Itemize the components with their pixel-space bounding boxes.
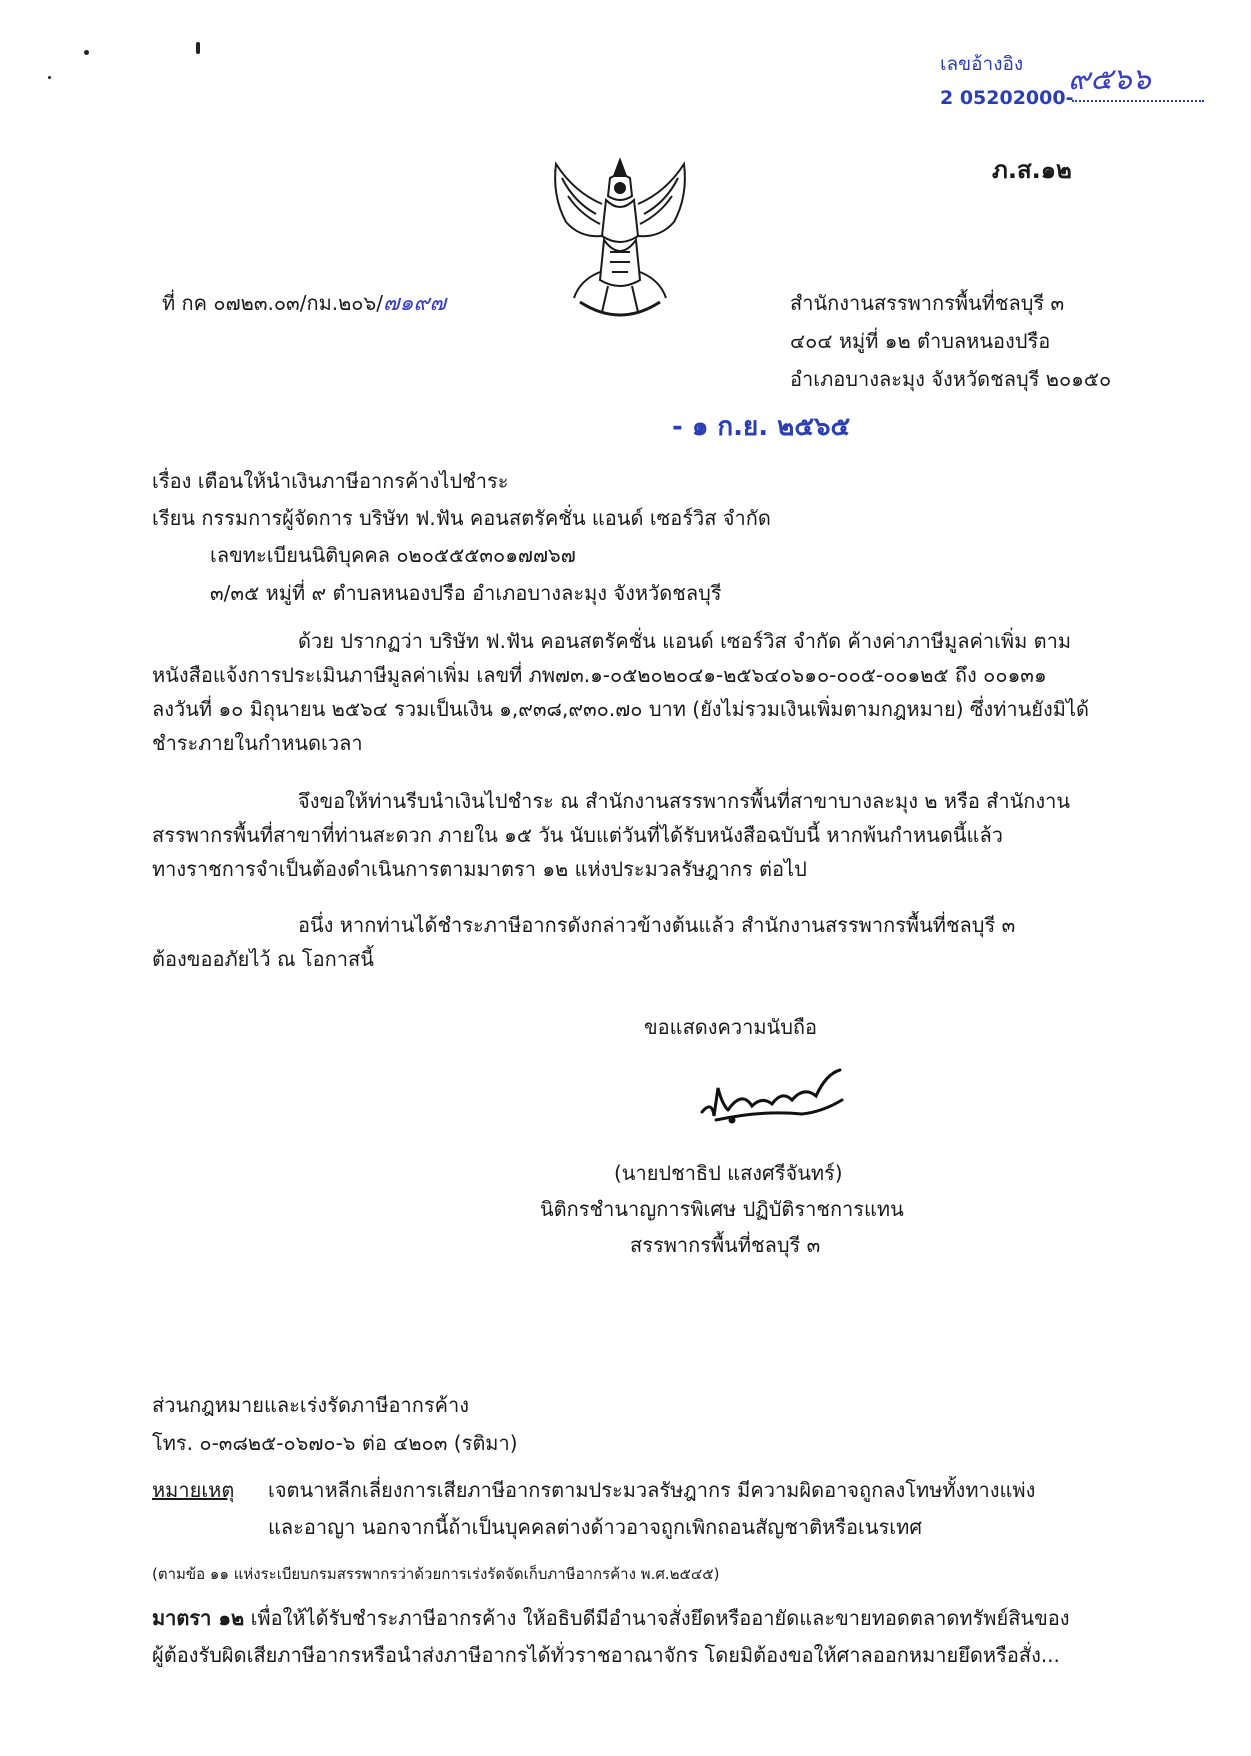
contact-department: ส่วนกฎหมายและเร่งรัดภาษีอากรค้าง: [152, 1393, 469, 1417]
reference-number: [162, 288, 446, 319]
body-paragraph-2: [152, 784, 1137, 886]
garuda-emblem-icon: [540, 152, 700, 322]
section12-text: เพื่อให้ได้รับชำระภาษีอากรค้าง ให้อธิบดีมีอำนาจสั่งยึดหรืออายัดและขายทอดตลาดทรัพย์สินของ: [250, 1606, 1070, 1630]
scan-speck: [196, 42, 200, 54]
closing: ขอแสดงความนับถือ: [644, 1015, 818, 1039]
reference-stamp-handwritten: ๙๕๖๖: [1068, 62, 1151, 97]
subject: เรื่อง เตือนให้นำเงินภาษีอากรค้างไปชำระ: [152, 469, 509, 493]
paragraph-line: ต้องขออภัยไว้ ณ โอกาสนี้: [152, 947, 374, 971]
date-stamp: - ๑ ก.ย. ๒๕๖๕: [672, 412, 851, 442]
form-code: ภ.ส.๑๒: [992, 156, 1072, 184]
reference-stamp-number: 2 05202000-: [940, 87, 1074, 109]
signature-icon: [692, 1060, 852, 1130]
scan-speck: [48, 76, 51, 79]
remark-label: หมายเหตุ: [152, 1478, 235, 1502]
regulation-note: (ตามข้อ ๑๑ แห่งระเบียบกรมสรรพากรว่าด้วยการเร่งรัดจัดเก็บภาษีอากรค้าง พ.ศ.๒๕๔๕): [152, 1565, 720, 1583]
signer-name: (นายปชาธิป แสงศรีจันทร์): [614, 1161, 843, 1185]
paragraph-line: ชำระภายในกำหนดเวลา: [152, 731, 363, 755]
recipient-registration: เลขทะเบียนนิติบุคคล ๐๒๐๕๕๕๓๐๑๗๗๖๗: [210, 543, 576, 567]
recipient: เรียน กรรมการผู้จัดการ บริษัท ฟ.ฟัน คอนสตรัคชั่น แอนด์ เซอร์วิส จำกัด: [152, 506, 771, 530]
paragraph-line: ทางราชการจำเป็นต้องดำเนินการตามมาตรา ๑๒ แห่งประมวลรัษฎากร ต่อไป: [152, 857, 807, 881]
remark-line1: เจตนาหลีกเลี่ยงการเสียภาษีอากรตามประมวลรัษฎากร มีความผิดอาจถูกลงโทษทั้งทางแพ่ง: [268, 1478, 1036, 1502]
remark-line2: และอาญา นอกจากนี้ถ้าเป็นบุคคลต่างด้าวอาจถูกเพิกถอนสัญชาติหรือเนรเทศ: [268, 1515, 923, 1539]
reference-handwritten: ๗๑๙๗: [382, 291, 447, 316]
paragraph-line: ลงวันที่ ๑๐ มิถุนายน ๒๕๖๔ รวมเป็นเงิน ๑,๙๓๘,๙๓๐.๗๐ บาท (ยังไม่รวมเงินเพิ่มตามกฎหมาย) ซึ่งท่านยังมิได้: [152, 697, 1090, 721]
paragraph-line: อนึ่ง หากท่านได้ชำระภาษีอากรดังกล่าวข้างต้นแล้ว สำนักงานสรรพากรพื้นที่ชลบุรี ๓: [298, 913, 1016, 937]
scan-speck: [84, 50, 89, 55]
paragraph-line: สรรพากรพื้นที่สาขาที่ท่านสะดวก ภายใน ๑๕ วัน นับแต่วันที่ได้รับหนังสือฉบับนี้ หากพ้นกำหนดนี้แล้ว: [152, 823, 1003, 847]
recipient-address: ๓/๓๕ หมู่ที่ ๙ ตำบลหนองปรือ อำเภอบางละมุง จังหวัดชลบุรี: [210, 581, 722, 605]
signer-title: สรรพากรพื้นที่ชลบุรี ๓: [630, 1233, 821, 1257]
paragraph-line: หนังสือแจ้งการประเมินภาษีมูลค่าเพิ่ม เลขที่ ภพ๗๓.๑-๐๕๒๐๒๐๔๑-๒๕๖๔๐๖๑๐-๐๐๕-๐๐๑๒๕ ถึง ๐๐๑๓๑: [152, 663, 1047, 687]
section12-label: มาตรา ๑๒: [152, 1606, 245, 1630]
office-name: สำนักงานสรรพากรพื้นที่ชลบุรี ๓: [790, 291, 1065, 315]
section12-line2: ผู้ต้องรับผิดเสียภาษีอากรหรือนำส่งภาษีอากรได้ทั่วราชอาณาจักร โดยมิต้องขอให้ศาลออกหมายยึดหรือสั่ง...: [152, 1643, 1060, 1667]
body-paragraph-3: [152, 908, 1137, 976]
office-address-line1: ๔๐๔ หมู่ที่ ๑๒ ตำบลหนองปรือ: [790, 329, 1051, 353]
reference-prefix: ที่ กค ๐๗๒๓.๐๓/กม.๒๐๖/: [162, 291, 383, 315]
paragraph-line: จึงขอให้ท่านรีบนำเงินไปชำระ ณ สำนักงานสรรพากรพื้นที่สาขาบางละมุง ๒ หรือ สำนักงาน: [298, 789, 1071, 813]
office-address-line2: อำเภอบางละมุง จังหวัดชลบุรี ๒๐๑๕๐: [790, 367, 1112, 391]
signer-position: นิติกรชำนาญการพิเศษ ปฏิบัติราชการแทน: [540, 1197, 904, 1221]
section12-line1: [152, 1603, 1070, 1633]
reference-stamp-label: เลขอ้างอิง: [940, 53, 1024, 75]
paragraph-line: ด้วย ปรากฏว่า บริษัท ฟ.ฟัน คอนสตรัคชั่น แอนด์ เซอร์วิส จำกัด ค้างค่าภาษีมูลค่าเพิ่ม ตาม: [298, 629, 1072, 653]
body-paragraph-1: [152, 624, 1137, 760]
contact-phone: โทร. ๐-๓๘๒๕-๐๖๗๐-๖ ต่อ ๔๒๐๓ (รติมา): [152, 1431, 518, 1455]
